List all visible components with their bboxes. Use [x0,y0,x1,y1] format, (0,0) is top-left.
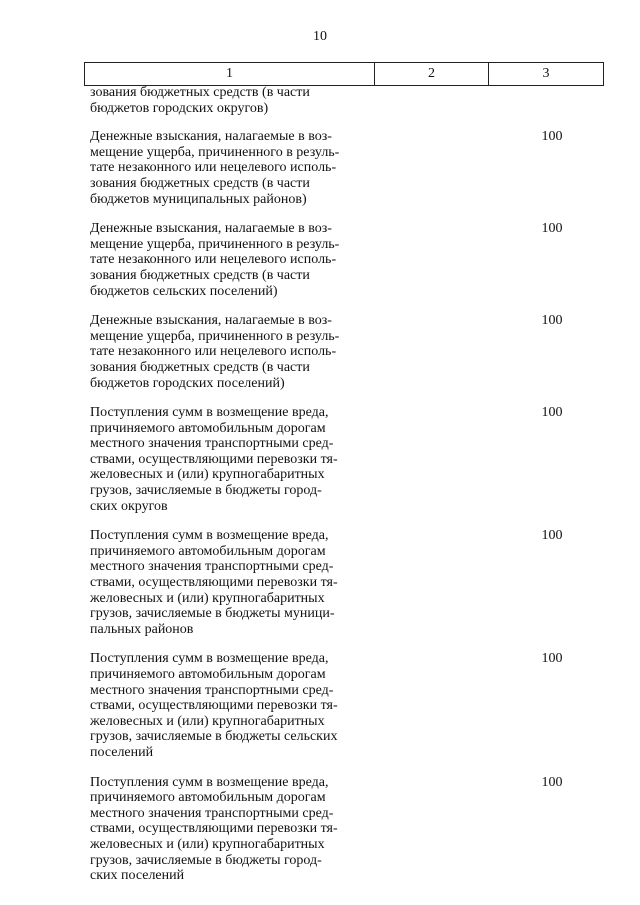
table-body [90,85,600,898]
table-row [90,528,600,637]
table-row [90,651,600,760]
row-description: Поступления сумм в возмещение вреда, причиняемого автомобильным дорогам местного значения транспортными сред- ствами, осуществляющими перевозки тя- желовесных и (или) крупногабаритных грузов, зачисляемые в бюджеты муници- пальных районов [90,528,338,637]
table-row [90,313,600,391]
table-row [90,221,600,299]
column-header-2: 2 [375,63,489,86]
row-value: 100 [541,221,563,237]
row-description: Денежные взыскания, налагаемые в воз- мещение ущерба, причиненного в резуль- тате незаконного или нецелевого исполь- зования бюджетных средств (в части бюджетов городских поселений) [90,313,340,391]
row-description: зования бюджетных средств (в части бюджетов городских округов) [90,85,310,116]
row-description: Поступления сумм в возмещение вреда, причиняемого автомобильным дорогам местного значения транспортными сред- ствами, осуществляющими перевозки тя- желовесных и (или) крупногабаритных грузов, зачисляемые в бюджеты город- ских поселений [90,774,338,884]
row-description: Денежные взыскания, налагаемые в воз- мещение ущерба, причиненного в резуль- тате незаконного или нецелевого исполь- зования бюджетных средств (в части бюджетов муниципальных районов) [90,129,340,207]
table-row [90,85,600,116]
row-description: Поступления сумм в возмещение вреда, причиняемого автомобильным дорогам местного значения транспортными сред- ствами, осуществляющими перевозки тя- желовесных и (или) крупногабаритных грузов, зачисляемые в бюджеты город- ских округов [90,405,338,514]
row-description: Поступления сумм в возмещение вреда, причиняемого автомобильным дорогам местного значения транспортными сред- ствами, осуществляющими перевозки тя- желовесных и (или) крупногабаритных грузов, зачисляемые в бюджеты сельских поселений [90,651,338,760]
table-header [84,62,604,86]
column-header-1: 1 [85,63,375,86]
row-value: 100 [541,651,563,667]
table-row [90,775,600,884]
page-number: 10 [313,29,327,44]
table-row [90,129,600,207]
row-description: Денежные взыскания, налагаемые в воз- мещение ущерба, причиненного в резуль- тате незаконного или нецелевого исполь- зования бюджетных средств (в части бюджетов сельских поселений) [90,221,340,299]
row-value: 100 [541,129,563,145]
table-row [90,405,600,514]
column-header-3: 3 [489,63,604,86]
row-value: 100 [541,528,563,544]
row-value: 100 [541,774,563,790]
row-value: 100 [541,405,563,421]
row-value: 100 [541,313,563,329]
